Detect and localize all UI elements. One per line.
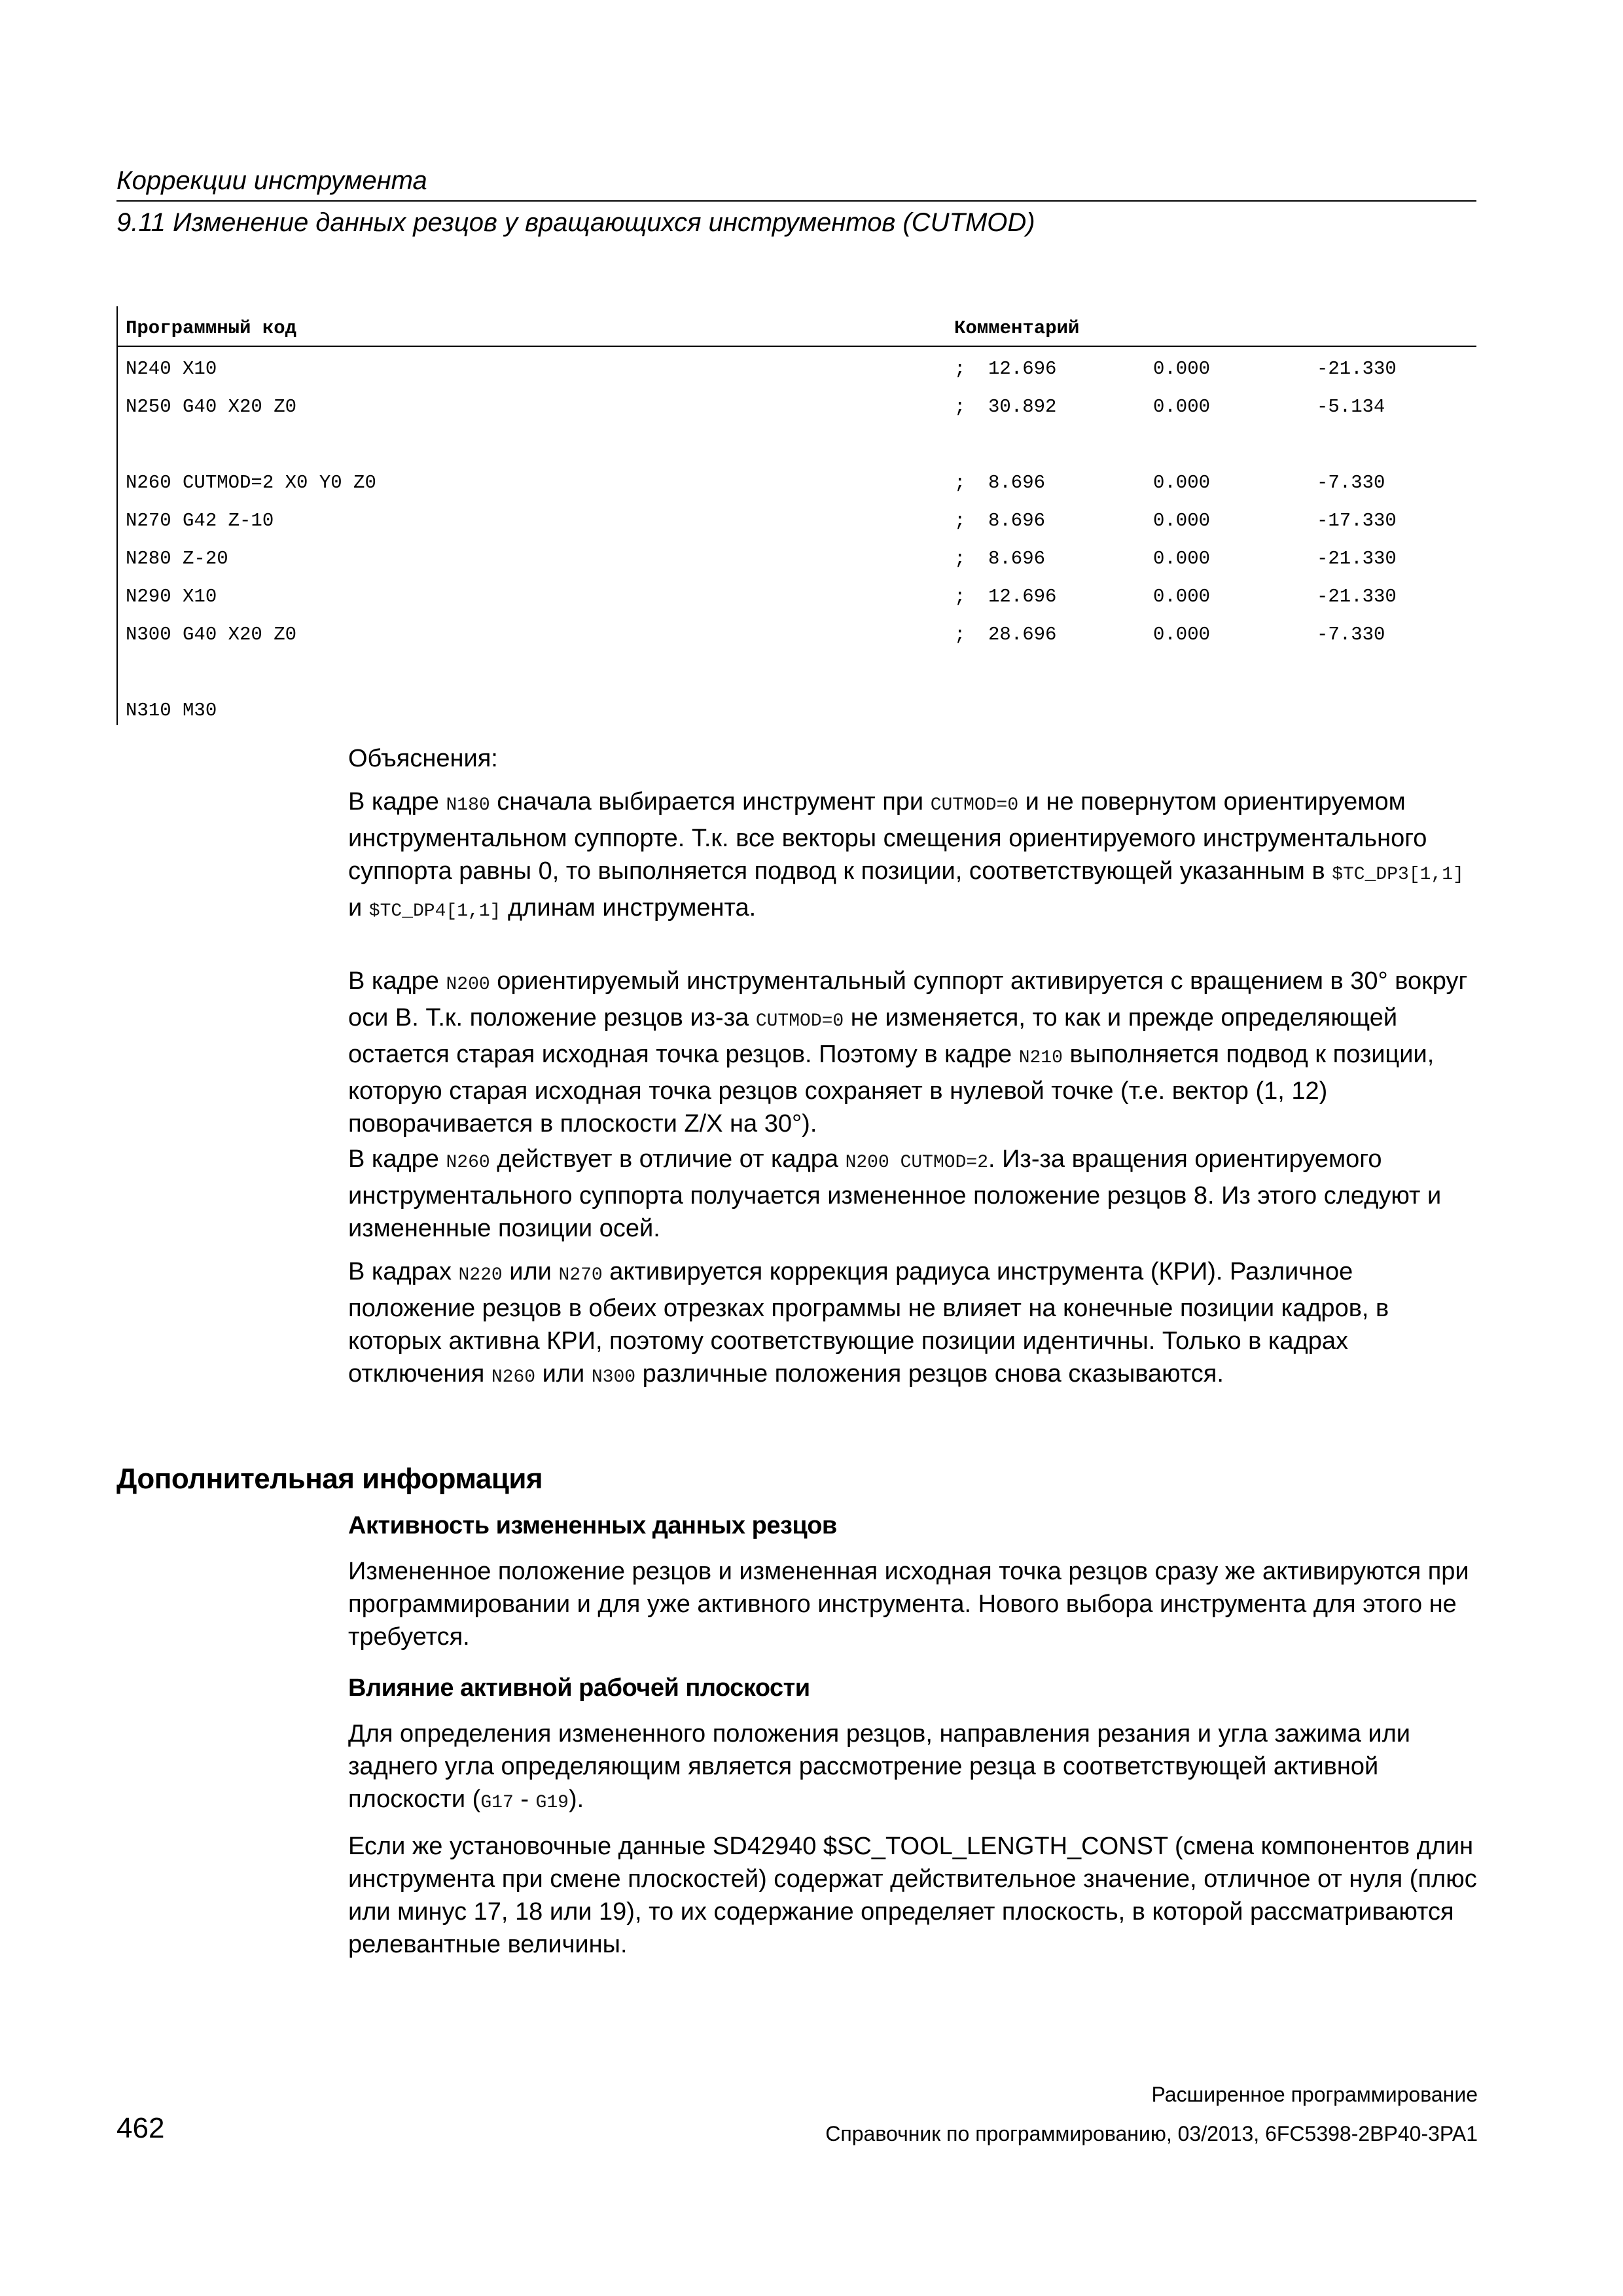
code-cell: N250 G40 X20 Z0 [126, 396, 297, 418]
chapter-title: Коррекции инструмента [116, 166, 427, 195]
value-y: 0.000 [1153, 472, 1211, 493]
comment-marker: ; [954, 586, 966, 607]
working-plane-paragraph-2: Если же установочные данные SD42940 $SC_TOOL_LENGTH_CONST (смена компонентов длин инструмента при смене плоскостей) содержат действительное значение, отличное от нуля (плюс или минус 17, 18 или 19), то их содержание определяет плоскость, в которой рассматриваются релевантные величины. [348, 1833, 1477, 1958]
table-row [0, 661, 1623, 699]
value-z: -21.330 [1317, 548, 1397, 569]
comment-marker: ; [954, 396, 966, 418]
page-number: 462 [116, 2112, 165, 2144]
table-row [0, 509, 1623, 547]
value-y: 0.000 [1153, 396, 1211, 418]
value-z: -5.134 [1317, 396, 1385, 418]
subheading-activity: Активность измененных данных резцов [348, 1512, 837, 1539]
value-y: 0.000 [1153, 624, 1211, 645]
comment-marker: ; [954, 624, 966, 645]
code-cell: N270 G42 Z-10 [126, 510, 274, 531]
footer-book-title: Расширенное программирование [1151, 2083, 1478, 2106]
value-x: 28.696 [988, 624, 1057, 645]
code-cell: N240 X10 [126, 358, 217, 380]
comment-marker: ; [954, 510, 966, 531]
value-x: 8.696 [988, 548, 1046, 569]
table-row [0, 585, 1623, 623]
value-x: 30.892 [988, 396, 1057, 418]
section-heading-additional-info: Дополнительная информация [116, 1463, 543, 1495]
explanation-paragraph-2: В кадре N200 ориентируемый инструментальный суппорт активируется с вращением в 30° вокруг оси B. Т.к. положение резцов из-за CUTMOD=0 не изменяется, то как и прежде определяющей остается старая исходная точка резцов. Поэтому в кадре N210 выполняется подвод к позиции, которую старая исходная точка резцов сохраняет в нулевой точке (т.е. вектор (1, 12) поворачивается в плоскости Z/X на 30°). [348, 967, 1468, 1138]
table-row [0, 433, 1623, 471]
value-z: -7.330 [1317, 624, 1385, 645]
value-x: 12.696 [988, 586, 1057, 607]
table-row [0, 547, 1623, 585]
table-row [0, 395, 1623, 433]
explanations-title: Объяснения: [348, 745, 498, 772]
explanation-paragraph-4: В кадрах N220 или N270 активируется коррекция радиуса инструмента (КРИ). Различное положение резцов в обеих отрезках программы не влияет на конечные позиции кадров, в которых активна КРИ, поэтому соответствующие позиции идентичны. Только в кадрах отключения N260 или N300 различные положения резцов снова сказываются. [348, 1258, 1389, 1388]
comment-marker: ; [954, 548, 966, 569]
value-z: -21.330 [1317, 358, 1397, 380]
value-z: -7.330 [1317, 472, 1385, 493]
subheading-working-plane: Влияние активной рабочей плоскости [348, 1674, 810, 1702]
code-cell: N300 G40 X20 Z0 [126, 624, 297, 645]
code-cell: N280 Z-20 [126, 548, 228, 569]
value-y: 0.000 [1153, 586, 1211, 607]
table-row [0, 357, 1623, 395]
comment-marker: ; [954, 472, 966, 493]
section-title: 9.11 Изменение данных резцов у вращающихся инструментов (CUTMOD) [116, 208, 1035, 237]
footer-reference: Справочник по программированию, 03/2013, 6FC5398-2BP40-3PA1 [825, 2122, 1478, 2145]
activity-paragraph: Измененное положение резцов и измененная исходная точка резцов сразу же активируются при программировании и для уже активного инструмента. Нового выбора инструмента для этого не требуется. [348, 1558, 1469, 1651]
value-x: 8.696 [988, 510, 1046, 531]
explanation-paragraph-3: В кадре N260 действует в отличие от кадра N200 CUTMOD=2. Из-за вращения ориентируемого инструментального суппорта получается измененное положение резцов 8. Из этого следуют и измененные позиции осей. [348, 1145, 1442, 1242]
value-x: 12.696 [988, 358, 1057, 380]
header-rule [116, 200, 1476, 202]
value-y: 0.000 [1153, 358, 1211, 380]
column-header-comment: Комментарий [954, 317, 1080, 339]
value-y: 0.000 [1153, 548, 1211, 569]
code-cell: N260 CUTMOD=2 X0 Y0 Z0 [126, 472, 376, 493]
working-plane-paragraph-1: Для определения измененного положения резцов, направления резания и угла зажима или заднего угла определяющим является рассмотрение резца в соответствующей активной плоскости (G17 - G19). [348, 1720, 1411, 1813]
value-z: -21.330 [1317, 586, 1397, 607]
table-row [0, 699, 1623, 737]
value-y: 0.000 [1153, 510, 1211, 531]
code-cell: N290 X10 [126, 586, 217, 607]
column-header-code: Программный код [126, 317, 297, 339]
table-header-rule [116, 346, 1476, 347]
value-z: -17.330 [1317, 510, 1397, 531]
explanation-paragraph-1: В кадре N180 сначала выбирается инструмент при CUTMOD=0 и не повернутом ориентируемом инструментальном суппорте. Т.к. все векторы смещения ориентируемого инструментального суппорта равны 0, то выполняется подвод к позиции, соответствующей указанным в $TC_DP3[1,1] и $TC_DP4[1,1] длинам инструмента. [348, 788, 1464, 922]
table-row [0, 623, 1623, 661]
value-x: 8.696 [988, 472, 1046, 493]
code-cell: N310 M30 [126, 700, 217, 721]
table-row [0, 471, 1623, 509]
comment-marker: ; [954, 358, 966, 380]
